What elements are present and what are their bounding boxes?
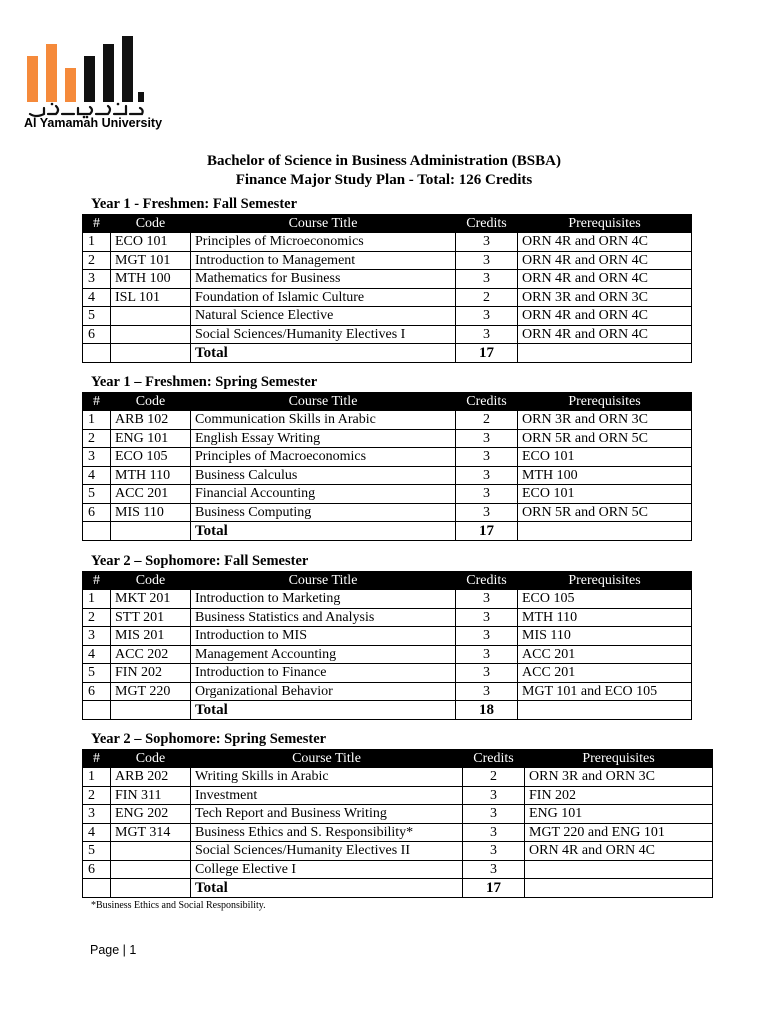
- cell-num: 1: [83, 233, 111, 252]
- cell-code: MIS 201: [111, 627, 191, 646]
- cell-title: Principles of Microeconomics: [191, 233, 456, 252]
- cell-prereq: MGT 220 and ENG 101: [525, 823, 713, 842]
- column-header-code: Code: [111, 572, 191, 590]
- cell-prereq: FIN 202: [525, 786, 713, 805]
- cell-credits: 3: [456, 466, 518, 485]
- column-header-title: Course Title: [191, 572, 456, 590]
- cell-prereq: ECO 101: [518, 485, 692, 504]
- cell-title: Introduction to MIS: [191, 627, 456, 646]
- cell-prereq: MGT 101 and ECO 105: [518, 682, 692, 701]
- cell-num: [83, 344, 111, 363]
- table-row: [83, 325, 692, 344]
- semester-heading: Year 2 – Sophomore: Spring Semester: [91, 731, 327, 747]
- cell-prereq: [518, 344, 692, 363]
- cell-title: Mathematics for Business: [191, 270, 456, 289]
- cell-credits: 3: [456, 251, 518, 270]
- logo-bars-icon: [24, 30, 146, 102]
- table-row: [83, 411, 692, 430]
- cell-code: ECO 105: [111, 448, 191, 467]
- table-row: [83, 270, 692, 289]
- cell-code: MGT 101: [111, 251, 191, 270]
- cell-title: Business Statistics and Analysis: [191, 608, 456, 627]
- table-header-row: [83, 572, 692, 590]
- table-row: [83, 466, 692, 485]
- semester-heading: Year 1 - Freshmen: Fall Semester: [91, 196, 298, 212]
- table-row: [83, 590, 692, 609]
- table-row: [83, 233, 692, 252]
- cell-num: 6: [83, 682, 111, 701]
- column-header-credits: Credits: [456, 393, 518, 411]
- cell-code: MGT 314: [111, 823, 191, 842]
- cell-title: Social Sciences/Humanity Electives II: [191, 842, 463, 861]
- cell-code: FIN 202: [111, 664, 191, 683]
- cell-title: Business Calculus: [191, 466, 456, 485]
- cell-credits: 2: [456, 411, 518, 430]
- cell-title: Business Computing: [191, 503, 456, 522]
- cell-credits: 3: [456, 664, 518, 683]
- cell-credits: 2: [463, 768, 525, 787]
- total-label: Total: [191, 701, 456, 720]
- cell-code: [111, 879, 191, 898]
- cell-credits: 3: [456, 503, 518, 522]
- table-row: [83, 664, 692, 683]
- table-row: [83, 786, 713, 805]
- cell-num: 3: [83, 805, 111, 824]
- cell-title: College Elective I: [191, 860, 463, 879]
- cell-code: MTH 110: [111, 466, 191, 485]
- cell-prereq: ORN 3R and ORN 3C: [518, 288, 692, 307]
- cell-credits: 3: [456, 325, 518, 344]
- cell-num: 2: [83, 608, 111, 627]
- cell-num: 6: [83, 503, 111, 522]
- cell-title: Investment: [191, 786, 463, 805]
- cell-num: 2: [83, 251, 111, 270]
- cell-num: 6: [83, 325, 111, 344]
- semester-heading: Year 2 – Sophomore: Fall Semester: [91, 553, 309, 569]
- total-label: Total: [191, 522, 456, 541]
- cell-prereq: ACC 201: [518, 664, 692, 683]
- cell-credits: 3: [463, 805, 525, 824]
- cell-code: [111, 842, 191, 861]
- total-label: Total: [191, 344, 456, 363]
- cell-num: 4: [83, 466, 111, 485]
- course-table: [82, 749, 713, 898]
- cell-title: Tech Report and Business Writing: [191, 805, 463, 824]
- cell-code: ACC 201: [111, 485, 191, 504]
- cell-credits: 3: [456, 590, 518, 609]
- cell-prereq: ORN 3R and ORN 3C: [518, 411, 692, 430]
- cell-title: Social Sciences/Humanity Electives I: [191, 325, 456, 344]
- table-row: [83, 823, 713, 842]
- column-header-prereq: Prerequisites: [518, 572, 692, 590]
- cell-credits: 3: [456, 270, 518, 289]
- cell-prereq: ECO 105: [518, 590, 692, 609]
- plan-title: Bachelor of Science in Business Administration (BSBA): [207, 153, 561, 169]
- table-row: [83, 429, 692, 448]
- column-header-code: Code: [111, 215, 191, 233]
- table-row: [83, 860, 713, 879]
- cell-code: ENG 101: [111, 429, 191, 448]
- cell-code: [111, 860, 191, 879]
- cell-code: MIS 110: [111, 503, 191, 522]
- table-row: [83, 503, 692, 522]
- column-header-title: Course Title: [191, 750, 463, 768]
- footnote: *Business Ethics and Social Responsibility.: [91, 900, 266, 911]
- cell-code: MTH 100: [111, 270, 191, 289]
- cell-prereq: ENG 101: [525, 805, 713, 824]
- cell-code: MGT 220: [111, 682, 191, 701]
- table-row: [83, 842, 713, 861]
- table-row: [83, 448, 692, 467]
- column-header-num: #: [83, 750, 111, 768]
- cell-title: Foundation of Islamic Culture: [191, 288, 456, 307]
- cell-title: Introduction to Marketing: [191, 590, 456, 609]
- cell-num: 5: [83, 307, 111, 326]
- cell-credits: 3: [463, 823, 525, 842]
- cell-code: ISL 101: [111, 288, 191, 307]
- column-header-code: Code: [111, 750, 191, 768]
- university-logo: [24, 30, 163, 134]
- cell-code: [111, 325, 191, 344]
- column-header-num: #: [83, 572, 111, 590]
- column-header-num: #: [83, 393, 111, 411]
- cell-prereq: ORN 3R and ORN 3C: [525, 768, 713, 787]
- cell-num: 4: [83, 823, 111, 842]
- cell-credits: 3: [456, 485, 518, 504]
- table-header-row: [83, 393, 692, 411]
- cell-num: 5: [83, 664, 111, 683]
- cell-num: 4: [83, 645, 111, 664]
- cell-title: Management Accounting: [191, 645, 456, 664]
- cell-prereq: ORN 4R and ORN 4C: [518, 325, 692, 344]
- cell-title: Natural Science Elective: [191, 307, 456, 326]
- cell-num: 5: [83, 485, 111, 504]
- cell-code: STT 201: [111, 608, 191, 627]
- cell-num: 6: [83, 860, 111, 879]
- cell-prereq: ORN 4R and ORN 4C: [518, 270, 692, 289]
- total-credits: 17: [463, 879, 525, 898]
- cell-num: 5: [83, 842, 111, 861]
- total-row: [83, 701, 692, 720]
- cell-prereq: [525, 879, 713, 898]
- cell-credits: 3: [456, 627, 518, 646]
- table-row: [83, 645, 692, 664]
- logo-english-wordmark: Al Yamamah University: [24, 116, 163, 130]
- cell-credits: 3: [456, 307, 518, 326]
- cell-credits: 3: [456, 645, 518, 664]
- cell-title: Business Ethics and S. Responsibility*: [191, 823, 463, 842]
- total-row: [83, 879, 713, 898]
- cell-credits: 3: [463, 842, 525, 861]
- plan-subtitle: Finance Major Study Plan - Total: 126 Credits: [235, 172, 533, 188]
- total-row: [83, 522, 692, 541]
- table-row: [83, 805, 713, 824]
- cell-credits: 3: [463, 786, 525, 805]
- cell-prereq: MTH 100: [518, 466, 692, 485]
- cell-prereq: ORN 5R and ORN 5C: [518, 503, 692, 522]
- cell-prereq: [518, 522, 692, 541]
- column-header-prereq: Prerequisites: [518, 215, 692, 233]
- total-credits: 18: [456, 701, 518, 720]
- page-number: Page | 1: [90, 943, 137, 957]
- column-header-code: Code: [111, 393, 191, 411]
- cell-credits: 3: [463, 860, 525, 879]
- cell-num: 3: [83, 448, 111, 467]
- course-table: [82, 214, 692, 363]
- cell-credits: 3: [456, 608, 518, 627]
- table-row: [83, 627, 692, 646]
- cell-code: ENG 202: [111, 805, 191, 824]
- cell-prereq: ORN 4R and ORN 4C: [518, 233, 692, 252]
- cell-title: Introduction to Management: [191, 251, 456, 270]
- course-table: [82, 392, 692, 541]
- total-credits: 17: [456, 344, 518, 363]
- cell-num: [83, 879, 111, 898]
- column-header-credits: Credits: [456, 215, 518, 233]
- cell-code: FIN 311: [111, 786, 191, 805]
- column-header-credits: Credits: [456, 572, 518, 590]
- cell-credits: 3: [456, 429, 518, 448]
- table-row: [83, 768, 713, 787]
- cell-title: English Essay Writing: [191, 429, 456, 448]
- table-row: [83, 608, 692, 627]
- cell-num: [83, 701, 111, 720]
- cell-code: [111, 522, 191, 541]
- cell-num: 1: [83, 768, 111, 787]
- cell-prereq: ACC 201: [518, 645, 692, 664]
- cell-num: 1: [83, 411, 111, 430]
- cell-num: 2: [83, 786, 111, 805]
- column-header-title: Course Title: [191, 393, 456, 411]
- cell-credits: 3: [456, 682, 518, 701]
- cell-credits: 3: [456, 233, 518, 252]
- cell-code: MKT 201: [111, 590, 191, 609]
- cell-num: 1: [83, 590, 111, 609]
- column-header-credits: Credits: [463, 750, 525, 768]
- semester-heading: Year 1 – Freshmen: Spring Semester: [91, 374, 318, 390]
- cell-num: 4: [83, 288, 111, 307]
- course-table: [82, 571, 692, 720]
- total-credits: 17: [456, 522, 518, 541]
- cell-title: Principles of Macroeconomics: [191, 448, 456, 467]
- cell-code: [111, 307, 191, 326]
- cell-num: [83, 522, 111, 541]
- cell-code: [111, 344, 191, 363]
- cell-code: ARB 202: [111, 768, 191, 787]
- table-row: [83, 682, 692, 701]
- cell-code: ECO 101: [111, 233, 191, 252]
- column-header-prereq: Prerequisites: [525, 750, 713, 768]
- cell-code: [111, 701, 191, 720]
- cell-title: Financial Accounting: [191, 485, 456, 504]
- cell-title: Writing Skills in Arabic: [191, 768, 463, 787]
- table-row: [83, 288, 692, 307]
- cell-prereq: [525, 860, 713, 879]
- cell-code: ACC 202: [111, 645, 191, 664]
- cell-num: 2: [83, 429, 111, 448]
- table-row: [83, 251, 692, 270]
- column-header-prereq: Prerequisites: [518, 393, 692, 411]
- table-row: [83, 307, 692, 326]
- cell-prereq: MTH 110: [518, 608, 692, 627]
- cell-num: 3: [83, 270, 111, 289]
- column-header-title: Course Title: [191, 215, 456, 233]
- total-row: [83, 344, 692, 363]
- cell-credits: 2: [456, 288, 518, 307]
- cell-title: Organizational Behavior: [191, 682, 456, 701]
- cell-prereq: [518, 701, 692, 720]
- cell-prereq: ECO 101: [518, 448, 692, 467]
- cell-prereq: MIS 110: [518, 627, 692, 646]
- column-header-num: #: [83, 215, 111, 233]
- cell-num: 3: [83, 627, 111, 646]
- total-label: Total: [191, 879, 463, 898]
- table-row: [83, 485, 692, 504]
- cell-credits: 3: [456, 448, 518, 467]
- table-header-row: [83, 215, 692, 233]
- cell-prereq: ORN 4R and ORN 4C: [518, 251, 692, 270]
- cell-prereq: ORN 5R and ORN 5C: [518, 429, 692, 448]
- cell-title: Introduction to Finance: [191, 664, 456, 683]
- cell-prereq: ORN 4R and ORN 4C: [525, 842, 713, 861]
- table-header-row: [83, 750, 713, 768]
- cell-code: ARB 102: [111, 411, 191, 430]
- cell-title: Communication Skills in Arabic: [191, 411, 456, 430]
- cell-prereq: ORN 4R and ORN 4C: [518, 307, 692, 326]
